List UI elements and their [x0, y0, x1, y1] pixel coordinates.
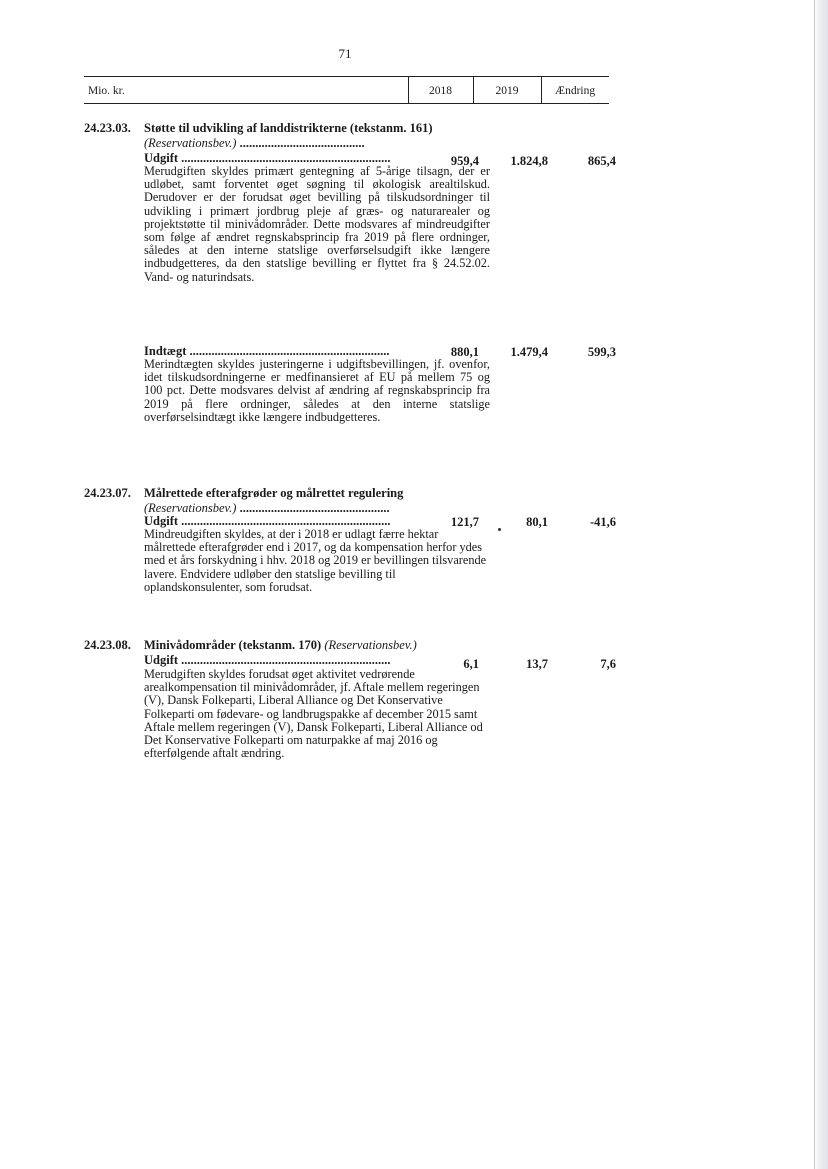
column-header-2019: 2019	[495, 85, 519, 97]
section-note: (Reservationsbev.)	[144, 136, 237, 150]
item-explanation: Merudgiften skyldes forudsat øget aktivitet vedrørende arealkompensation til minivådområder, jf. Aftale mellem regeringen (V), Dansk Folkeparti, Liberal Alliance og Det Konservative Folkeparti om fødevare- og landbrugspakke af december 2015 samt Aftale mellem regeringen (V), Dansk Folkeparti, Liberal Alliance od Det Konservative Folkeparti om naturpakke af maj 2016 og efterfølgende aftalt ændring.	[144, 667, 483, 761]
section-title-text: Støtte til udvikling af landdistrikterne (tekstanm. 161)	[144, 121, 433, 135]
section-title-text: Minivådområder (tekstanm. 170)	[144, 638, 322, 652]
column-header-change: Ændring	[554, 85, 596, 97]
section-title	[144, 638, 504, 653]
value-2018: 959,4	[450, 154, 479, 168]
section-code: 24.23.03.	[84, 121, 131, 135]
section-title-text: Målrettede efterafgrøder og målrettet regulering	[144, 486, 404, 500]
page-number: 71	[338, 46, 352, 61]
value-2018: 880,1	[450, 345, 479, 359]
value-change: 599,3	[587, 345, 616, 359]
item-label-text: Udgift	[144, 151, 179, 165]
page-edge-line	[814, 0, 815, 1169]
section-note: (Reservationsbev.)	[144, 501, 237, 515]
value-2019: 1.824,8	[510, 154, 548, 168]
value-change: 865,4	[587, 154, 616, 168]
section-title: Målrettede efterafgrøder og målrettet regulering (Reservationsbev.) ................................................	[144, 486, 404, 515]
section-code: 24.23.08.	[84, 638, 131, 652]
value-2019: 80,1	[526, 515, 548, 529]
item-label-text: Udgift	[144, 653, 179, 667]
section-note: (Reservationsbev.)	[324, 638, 417, 652]
column-header-2018: 2018	[429, 85, 452, 97]
value-2018: 6,1	[463, 657, 479, 671]
item-label-text: Udgift	[144, 514, 179, 528]
item-label: Udgift ...................................................................	[144, 514, 391, 528]
page-edge-shadow	[814, 0, 828, 1169]
value-change: 7,6	[600, 657, 616, 671]
item-label-text: Indtægt	[144, 344, 187, 358]
item-explanation: Merudgiften skyldes primært gentegning af 5-årige tilsagn, der er udløbet, samt forventet øget søgning til økologisk arealtilskud. Derudover er der forudsat øget bevilling på tilskudsordninger til udvikling i primært jordbrug pleje af græs- og naturarealer og projektstøtte til minivådområder. Dette modsvares af mindreudgifter som følge af ændret regnskabsprincip fra 2019 på flere ordninger, således at den interne statslige overførselsudgift ikke længere indbudgetteres, da den statslige bevilling er flyttet fra § 24.52.02. Vand- og naturindsats.	[144, 164, 490, 284]
value-2019: 1.479,4	[510, 345, 548, 359]
item-label: Udgift ...................................................................	[144, 151, 391, 165]
table-header	[84, 76, 609, 104]
item-explanation: Mindreudgiften skyldes, at der i 2018 er udlagt færre hektar målrettede efterafgrøder end i 2017, og da kompensation herfor ydes med et års forskydning i hhv. 2018 og 2019 er bevillingen tilsvarende lavere. Endvidere udløber den statslige bevilling til oplandskonsulenter, som forudsat.	[144, 527, 487, 594]
value-2019: 13,7	[526, 657, 548, 671]
unit-label: Mio. kr.	[88, 85, 125, 97]
item-explanation: Merindtægten skyldes justeringerne i udgiftsbevillingen, jf. ovenfor, idet tilskudsordningerne er medfinansieret af EU på mellem 75 og 100 pct. Dette modsvares delvist af ændring af regnskabsprincip fra 2019 på flere ordninger, således at den interne statslige overførselsindtægt ikke længere indbudgetteres.	[144, 357, 490, 424]
value-change: -41,6	[589, 515, 616, 529]
item-label: Indtægt ................................................................	[144, 344, 390, 358]
value-2018: 121,7	[450, 515, 479, 529]
section-code: 24.23.07.	[84, 486, 131, 500]
section-title: Støtte til udvikling af landdistrikterne (tekstanm. 161) (Reservationsbev.) ........................................	[144, 121, 433, 150]
item-label: Udgift ...................................................................	[144, 653, 391, 667]
